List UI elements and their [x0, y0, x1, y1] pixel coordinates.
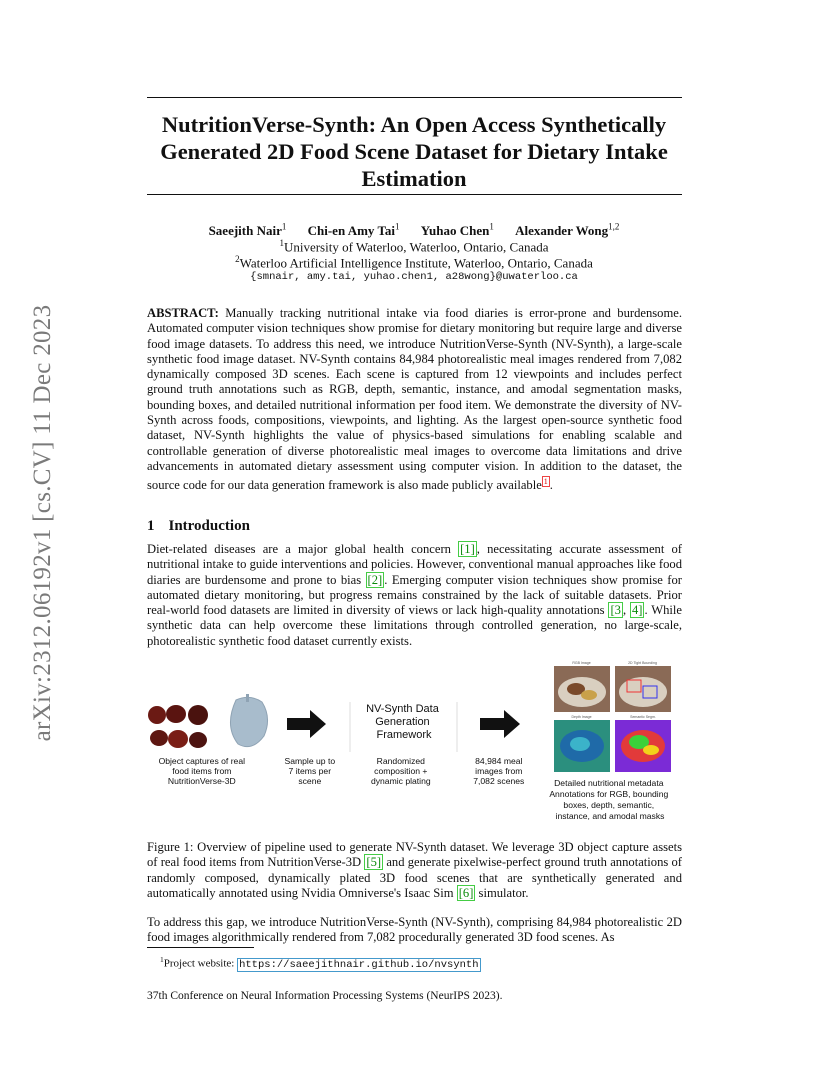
thumbnail-title: Semantic Segm. — [630, 715, 656, 719]
pipeline-figure — [140, 660, 685, 832]
citation-link[interactable]: [1] — [460, 542, 475, 556]
citation-link[interactable]: [5] — [366, 855, 382, 870]
citation-link[interactable]: [6] — [458, 885, 474, 900]
figure-label-line: instance, and amodal masks — [555, 811, 665, 821]
citation-link[interactable]: [3 — [610, 603, 621, 618]
citation-link[interactable]: 4] — [631, 603, 643, 618]
section-heading: 1 Introduction — [147, 518, 250, 534]
figure-label-line: Object captures of real — [158, 756, 246, 766]
arxiv-side-identifier: arXiv:2312.06192v1 [cs.CV] 11 Dec 2023 — [29, 304, 56, 741]
framework-title-line: Framework — [376, 729, 432, 741]
figure-label-line: 7 items per — [288, 766, 332, 776]
title-top-rule — [147, 97, 682, 98]
arrow-icon — [480, 710, 520, 738]
abstract: ABSTRACT: Manually tracking nutritional intake via food diaries is error-prone and burdensome. Automated computer vision techniques show promise for dietary monitoring but require large and diverse food image datasets. To address this need, we introduce NutritionVerse-Synth (NV-Synth), a large-scale synthetic food image dataset. NV-Synth contains 84,984 photorealistic meal images rendered from 7,082 dynamically composed 3D scenes. Each scene is captured from 12 viewpoints and includes perfect ground truth annotations such as RGB, depth, semantic, instance, and amodal segmentation masks, bounding boxes, and detailed nutritional information per food item. We demonstrate the diversity of NV-Synth across foods, compositions, viewpoints, and lighting. As the largest open-source synthetic food dataset, NV-Synth highlights the value of physics-based simulations for enabling scalable and controllable generation of diverse photorealistic meal images to overcome data limitations and drive advancements in automated dietary assessment using computer vision. In addition to the dataset, the source code for our data generation framework is also made publicly available $^1$ . — [147, 306, 682, 493]
affiliation: $^2$Waterloo Artificial Intelligence Institute, Waterloo, Ontario, Canada — [235, 254, 593, 271]
framework-title-line: NV-Synth Data — [366, 703, 439, 715]
figure-caption: Figure 1: Overview of pipeline used to generate NV-Synth dataset. We leverage 3D object capture assets of real food items from NutritionVerse-3D [5] and generate pixelwise-perfect ground truth annotations of randomly composed, dynamically plated 3D food scenes that are synthetically generated and automatically annotated using Nvidia Omniverse's Isaac Sim [6] simulator. — [147, 840, 683, 900]
paper-title: NutritionVerse-Synth: An Open Access Synthetically Generated 2D Food Scene Dataset for Dietary Intake Estimation — [160, 112, 668, 191]
author-emails: {smnair, amy.tai, yuhao.chen1, a28wong}@uwaterloo.ca — [250, 271, 578, 283]
figure-label-line: dynamic plating — [370, 776, 431, 786]
figure-label-line: 84,984 meal — [475, 756, 523, 766]
figure-label-line: 7,082 scenes — [473, 776, 525, 786]
thumbnail-title: RGB Image — [572, 661, 591, 665]
project-website-link[interactable]: https://saeejithnair.github.io/nvsynth — [239, 958, 479, 971]
figure-label-line: composition + — [374, 766, 428, 776]
thumbnail-title: 2D Tight Bounding — [628, 661, 657, 665]
figure-label-line: boxes, depth, semantic, — [563, 800, 655, 810]
framework-title-line: Generation — [375, 716, 430, 728]
figure-label-line: NutritionVerse-3D — [167, 776, 236, 786]
body-paragraph: To address this gap, we introduce NutritionVerse-Synth (NV-Synth), comprising 84,984 photorealistic 2D food images algorithmically rendered from 7,082 procedurally generated 3D food scenes. As — [147, 915, 682, 945]
venue-note: 37th Conference on Neural Information Processing Systems (NeurIPS 2023). — [147, 990, 503, 1002]
figure-label-line: Annotations for RGB, bounding — [549, 789, 669, 799]
figure-label-line: scene — [298, 776, 322, 786]
footnote-link[interactable]: 1 — [543, 477, 548, 487]
footnote-rule — [147, 947, 254, 948]
figure-label-line: Sample up to — [284, 756, 336, 766]
thumbnail-title: Depth Image — [571, 715, 592, 719]
abstract-label: ABSTRACT: — [147, 306, 219, 320]
author: Saeejith Nair$^1$ — [208, 222, 287, 239]
citation-link[interactable]: [2] — [367, 572, 383, 587]
arrow-icon — [287, 710, 326, 738]
footnote: $^1$Project website: https://saeejithnair.github.io/nvsynth — [160, 955, 479, 971]
author-list — [130, 222, 698, 239]
food-captures-image — [148, 694, 268, 748]
figure-label-line: food items from — [172, 766, 232, 776]
author: Yuhao Chen$^1$ — [420, 222, 494, 239]
affiliation: $^1$University of Waterloo, Waterloo, Ontario, Canada — [279, 238, 549, 255]
svg-text:NV-Synth Data Generation — [366, 703, 442, 741]
title-bottom-rule — [147, 194, 682, 195]
figure-label-line: Detailed nutritional metadata — [554, 778, 664, 788]
author: Chi-en Amy Tai$^1$ — [307, 222, 400, 239]
author: Alexander Wong$^{1,2}$ — [515, 222, 620, 239]
figure-label-line: Randomized — [376, 756, 425, 766]
figure-label-line: images from — [475, 766, 523, 776]
introduction-paragraph: Diet-related diseases are a major global health concern [1] , necessitating accurate assessment of nutritional intake to guide interventions and policies. However, conventional manual approaches like food diaries are burdensome and prone to bias [2] . Emerging computer vision techniques show promise for automated dietary monitoring, but progress remains constrained by the lack of suitable datasets. Prior real-world food datasets are limited in diversity of views or lack high-quality annotations [3 , 4] . While synthetic data can help overcome these limitations through controlled generation, no large-scale, photorealistic synthetic food dataset currently exists. — [147, 542, 683, 648]
meal-thumbnails — [554, 666, 671, 772]
